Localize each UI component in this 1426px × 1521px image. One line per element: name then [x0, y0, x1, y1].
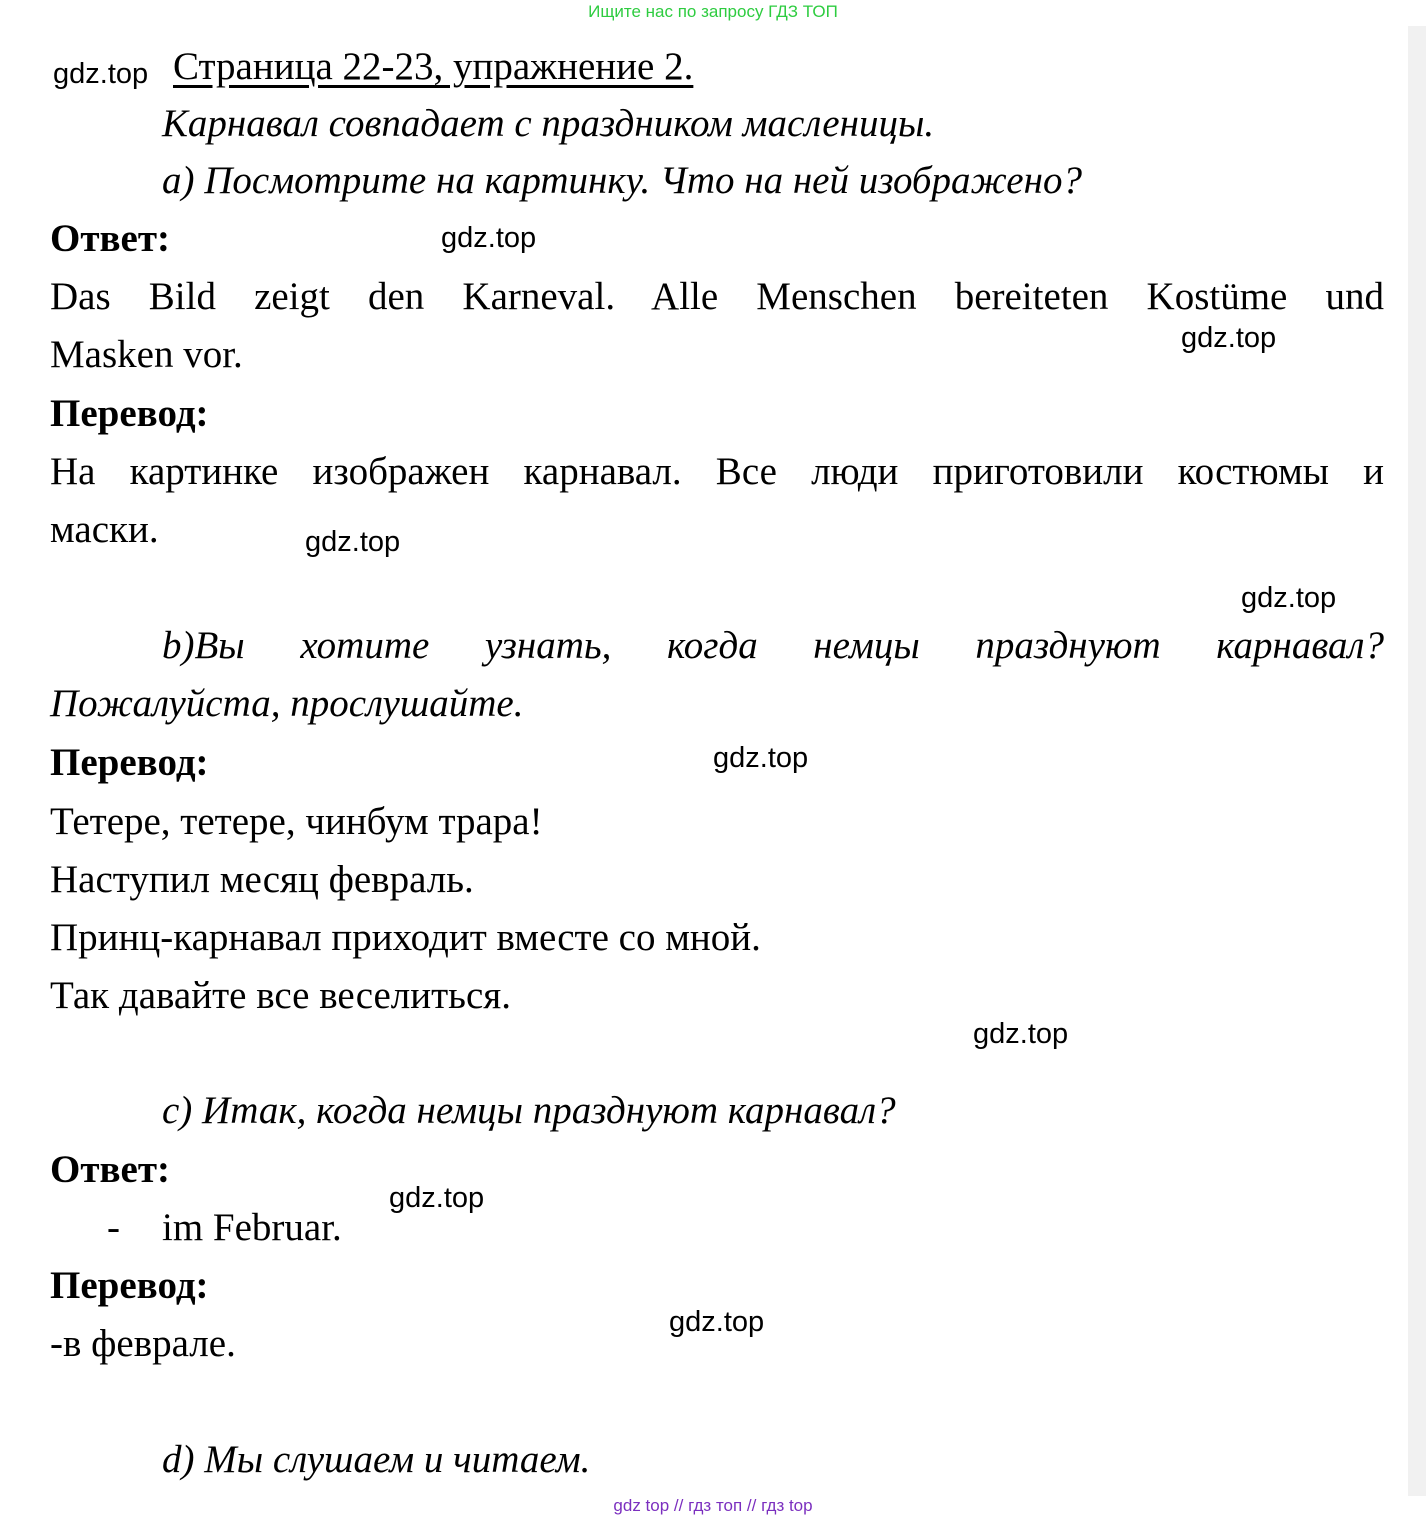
- watermark: gdz.top: [1181, 322, 1277, 354]
- poem-line: Тетере, тетере, чинбум трара!: [50, 800, 543, 843]
- answer-c: im Februar.: [162, 1206, 342, 1249]
- translation-label: Перевод:: [50, 741, 209, 784]
- watermark: gdz.top: [53, 58, 149, 90]
- translation-a-line1: На картинке изображен карнавал. Все люди приготовили костюмы и: [50, 450, 1384, 493]
- watermark: gdz.top: [713, 742, 809, 774]
- answer-a-line1: Das Bild zeigt den Karneval. Alle Menschen bereiteten Kostüme und: [50, 275, 1384, 318]
- page-title: Страница 22-23, упражнение 2.: [173, 45, 694, 88]
- poem-line: Принц-карнавал приходит вместе со мной.: [50, 916, 761, 959]
- task-b-line1: b)Вы хотите узнать, когда немцы празднуют карнавал?: [162, 624, 1384, 667]
- poem-line: Так давайте все веселиться.: [50, 974, 511, 1017]
- footer-links[interactable]: gdz top // гдз топ // гдз top: [613, 1496, 813, 1515]
- answer-label: Ответ:: [50, 1148, 171, 1191]
- task-d: d) Мы слушаем и читаем.: [162, 1438, 591, 1481]
- intro-text: Карнавал совпадает с праздником масленицы.: [162, 102, 935, 145]
- translation-c: -в феврале.: [50, 1322, 236, 1365]
- watermark: gdz.top: [973, 1018, 1069, 1050]
- scrollbar[interactable]: [1408, 26, 1426, 1496]
- task-c: с) Итак, когда немцы празднуют карнавал?: [162, 1089, 896, 1132]
- task-a: а) Посмотрите на картинку. Что на ней изображено?: [162, 159, 1082, 202]
- watermark: gdz.top: [305, 526, 401, 558]
- answer-a-line2: Masken vor.: [50, 333, 243, 376]
- poem-line: Наступил месяц февраль.: [50, 858, 474, 901]
- translation-label: Перевод:: [50, 392, 209, 435]
- watermark: gdz.top: [389, 1182, 485, 1214]
- watermark: gdz.top: [1241, 582, 1337, 614]
- translation-label: Перевод:: [50, 1264, 209, 1307]
- answer-label: Ответ:: [50, 217, 171, 260]
- translation-a-line2: маски.: [50, 508, 159, 551]
- top-banner[interactable]: Ищите нас по запросу ГДЗ ТОП: [588, 2, 838, 21]
- watermark: gdz.top: [669, 1306, 765, 1338]
- watermark: gdz.top: [441, 222, 537, 254]
- task-b-line2: Пожалуйста, прослушайте.: [50, 682, 524, 725]
- answer-c-dash: -: [107, 1206, 120, 1249]
